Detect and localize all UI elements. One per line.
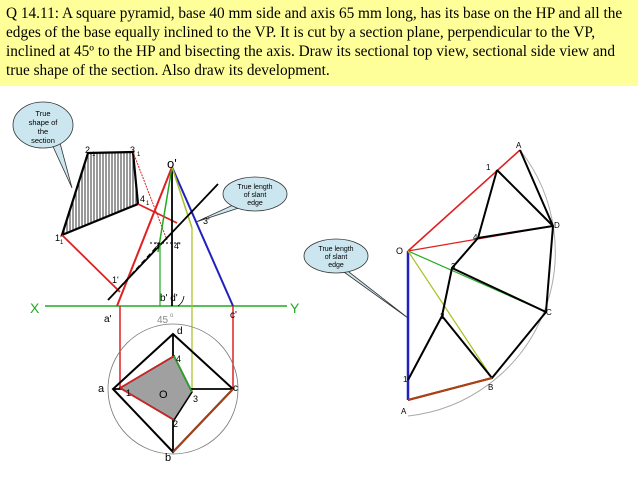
ts-label-3: 3	[130, 145, 136, 155]
ts-label-4: 4	[140, 194, 146, 204]
callout-true-shape	[13, 102, 73, 188]
development-cut	[452, 268, 546, 312]
label-c-prime: c'	[230, 310, 237, 321]
y-label: Y	[290, 300, 300, 316]
label-angle: 45	[157, 315, 169, 326]
development-base-edge	[408, 378, 492, 400]
callout-line: the	[37, 127, 49, 136]
callout-line: of slant	[324, 254, 348, 261]
development-cut	[478, 226, 553, 238]
dev-label-3: 3	[451, 262, 456, 271]
dev-label-A-top: A	[516, 141, 522, 150]
x-label: X	[30, 300, 40, 316]
label-4: 4	[176, 354, 182, 364]
dev-label-D: D	[554, 221, 560, 230]
angle-arc	[178, 296, 184, 306]
development-cut	[497, 170, 553, 226]
dev-label-B: B	[488, 383, 494, 392]
callout-line: shape of	[28, 118, 58, 127]
callout-line: edge	[328, 262, 344, 269]
label-a: a	[98, 383, 105, 395]
label-4-prime: 4'	[174, 241, 181, 251]
dev-label-1-bottom: 1	[403, 375, 408, 384]
callout-pointer	[50, 140, 72, 188]
ts-sub: 1	[146, 201, 150, 207]
problem-statement: Q 14.11: A square pyramid, base 40 mm side and axis 65 mm long, has its base on the HP and all the edges of the base equally inclined to the VP. It is cut by a section plane, perpendicular to the VP, inclined at 45º to the HP and bisecting the axis. Draw its sectional top view, sectional side view and true shape of the section. Also draw its development.	[6, 5, 623, 79]
callout-line: section	[31, 136, 55, 145]
dev-label-2: 2	[440, 312, 445, 321]
development-cut	[442, 316, 492, 378]
label-a-prime: a'	[104, 314, 112, 325]
label-d: d	[177, 326, 183, 337]
label-degree: o	[170, 313, 174, 319]
true-shape-of-section	[55, 145, 177, 292]
ts-label-1: 1	[55, 233, 61, 243]
callout-line: True length	[237, 184, 273, 191]
callout-line: True length	[318, 246, 354, 253]
yellow-edge	[172, 167, 192, 228]
development-cut	[408, 170, 497, 380]
label-1: 1	[126, 388, 132, 398]
label-2: 2	[173, 419, 179, 429]
ts-sub: 1	[92, 152, 96, 158]
dev-label-C: C	[546, 308, 552, 317]
label-o: O	[159, 389, 168, 401]
label-c: c	[233, 383, 238, 394]
dev-label-4: 4	[473, 233, 478, 242]
development	[396, 141, 560, 416]
callout-line: of slant	[243, 192, 267, 199]
label-3: 3	[193, 394, 199, 404]
ts-label-2: 2	[85, 145, 91, 155]
callout-slant-edge-development	[304, 239, 408, 318]
top-view	[98, 324, 238, 464]
label-1-prime: 1'	[112, 275, 119, 285]
ts-sub: 1	[137, 152, 141, 158]
label-o-prime: o'	[167, 156, 177, 171]
label-b: b	[165, 452, 172, 464]
edge-c-prime-o-prime	[172, 167, 233, 306]
callout-line: True	[35, 109, 51, 118]
section-true-shape	[62, 152, 138, 235]
dev-label-A-bottom: A	[401, 407, 407, 416]
ts-sub: 1	[60, 240, 64, 246]
dev-edge-OA-top	[408, 150, 520, 251]
label-b-d-prime: b' d'	[160, 293, 178, 304]
dev-label-O: O	[396, 246, 404, 256]
label-3-prime: 3'	[203, 216, 210, 226]
label-2-prime: 2'	[154, 241, 161, 251]
dev-label-1-top: 1	[486, 163, 491, 172]
callout-line: edge	[247, 200, 263, 207]
